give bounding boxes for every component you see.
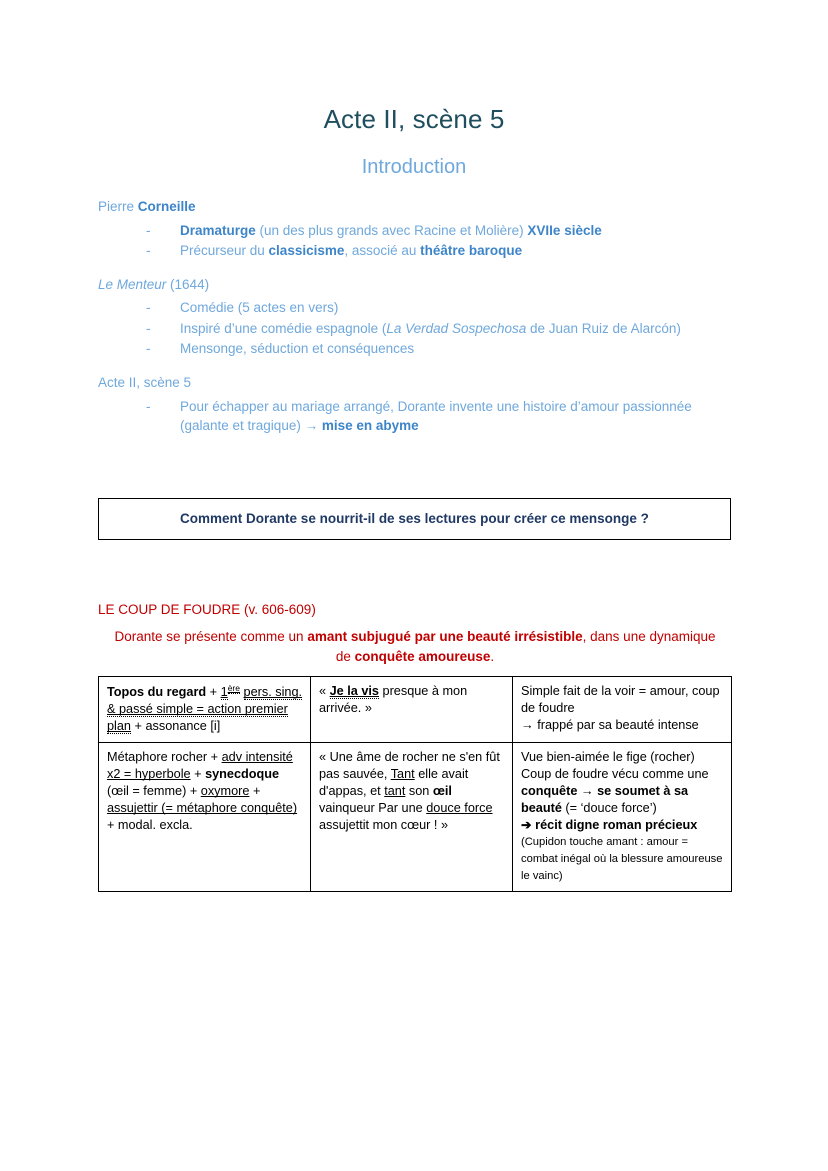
text-segment: ➔ récit digne roman précieux: [521, 817, 698, 832]
text-segment: adv intensité x2 = hyperbole: [107, 750, 293, 781]
text-segment: synecdoque: [205, 766, 280, 781]
work-bullet-list: [98, 298, 732, 359]
text-segment: œil: [432, 783, 452, 798]
text-segment: → frappé par sa beauté intense: [521, 717, 699, 732]
dash-bullet-icon: -: [146, 320, 151, 336]
author-bullet-list: [98, 221, 732, 261]
list-item: [146, 298, 732, 318]
text-segment: douce force: [426, 800, 493, 815]
page-title: Acte II, scène 5: [323, 104, 505, 134]
text-segment: Mensonge, séduction et conséquences: [180, 341, 415, 357]
work-year: (1644): [166, 276, 210, 292]
list-item: [146, 241, 732, 261]
text-segment: Tant: [390, 766, 415, 781]
analysis-table-wrapper: [0, 676, 828, 892]
text-segment: Topos du regard: [107, 685, 207, 700]
text-segment: +: [190, 766, 206, 781]
list-item: [146, 319, 732, 339]
text-segment: assujettit mon cœur ! »: [319, 817, 449, 832]
text-segment: conquête amoureuse: [354, 648, 491, 664]
text-segment: , dans une dynamique de: [335, 628, 716, 664]
list-item: [146, 221, 732, 241]
text-segment: (un des plus grands avec Racine et Molière): [255, 222, 528, 238]
text-segment: 1: [220, 685, 228, 700]
table-row: [99, 677, 732, 743]
cell-interpretation: [513, 743, 732, 892]
text-segment: + modal. excla.: [107, 817, 193, 832]
text-segment: «: [319, 684, 330, 699]
text-segment: Je la vis: [329, 684, 379, 699]
text-segment: Dorante se présente comme un: [114, 628, 308, 644]
scene-bullet-list: [98, 397, 732, 436]
text-segment: ère: [227, 683, 240, 694]
question-box-wrapper: [0, 498, 828, 540]
text-segment: vainqueur Par une: [319, 800, 427, 815]
text-segment: tant: [384, 783, 406, 798]
text-segment: Dramaturge: [180, 222, 256, 238]
text-segment: La Verdad Sospechosa: [386, 320, 527, 336]
cell-procedes: [99, 743, 311, 892]
author-heading: [98, 197, 732, 217]
text-segment: XVIIe siècle: [527, 222, 602, 238]
analysis-header-section: [0, 602, 828, 668]
introduction-section: [0, 197, 828, 436]
text-segment: (Cupidon touche amant : amour = combat inégal où la blessure amoureuse le vainc): [521, 836, 723, 883]
text-segment: (= ‘douce force’): [561, 800, 657, 815]
analysis-table: [98, 676, 732, 892]
dash-bullet-icon: -: [146, 300, 151, 316]
text-segment: théâtre baroque: [420, 243, 523, 259]
dash-bullet-icon: -: [146, 341, 151, 357]
analysis-summary: [98, 627, 732, 668]
guiding-question-box: Comment Dorante se nourrit-il de ses lectures pour créer ce mensonge ?: [98, 498, 731, 540]
text-segment: pers. sing. & passé simple = action premier plan: [107, 685, 303, 734]
text-segment: Vue bien-aimée le fige (rocher): [521, 750, 695, 765]
text-segment: presque à mon arrivée. »: [319, 684, 468, 716]
text-segment: son: [405, 783, 433, 798]
text-segment: Comédie (5 actes en vers): [180, 300, 339, 316]
text-segment: Métaphore rocher +: [107, 750, 222, 765]
list-item: [146, 339, 732, 359]
work-title-italic: Le Menteur: [98, 276, 167, 292]
text-segment: oxymore: [200, 783, 250, 798]
dash-bullet-icon: -: [146, 243, 151, 259]
text-segment: amant subjugué par une beauté irrésistible: [307, 628, 583, 644]
text-segment: mise en abyme: [321, 418, 419, 434]
text-segment: Coup de foudre vécu comme une: [521, 766, 709, 781]
analysis-section-title: LE COUP DE FOUDRE (v. 606-609): [98, 601, 316, 617]
dash-bullet-icon: -: [146, 222, 151, 238]
text-segment: assujettir (= métaphore conquête): [107, 800, 298, 815]
text-segment: Précurseur du: [180, 243, 269, 259]
text-segment: Simple fait de la voir = amour, coup de foudre: [521, 684, 720, 716]
list-item: [146, 397, 732, 436]
text-segment: .: [490, 648, 495, 664]
text-segment: +: [249, 783, 261, 798]
text-segment: +: [206, 685, 221, 700]
text-segment: [240, 685, 244, 699]
cell-procedes: [99, 677, 311, 743]
text-segment: « Une âme de rocher ne s'en fût pas sauvée,: [319, 750, 500, 781]
author-heading-plain: Pierre: [98, 199, 138, 214]
page-subtitle: Introduction: [361, 156, 467, 178]
text-segment: conquête → se soumet à sa beauté: [521, 783, 689, 815]
text-segment: de Juan Ruiz de Alarcón): [526, 320, 681, 336]
text-segment: Inspiré d’une comédie espagnole (: [180, 320, 387, 336]
text-segment: classicisme: [268, 243, 345, 259]
author-heading-bold: Corneille: [137, 199, 196, 214]
dash-bullet-icon: -: [146, 398, 151, 414]
work-heading: [98, 275, 732, 295]
text-segment: , associé au: [344, 243, 421, 259]
text-segment: + assonance [i]: [131, 719, 221, 734]
text-segment: elle avait d'appas, et: [319, 766, 469, 798]
cell-citation: [311, 677, 513, 743]
table-row: [99, 743, 732, 892]
scene-heading: Acte II, scène 5: [98, 374, 192, 390]
text-segment: (œil = femme) +: [107, 783, 201, 798]
cell-interpretation: [513, 677, 732, 743]
text-segment: Pour échapper au mariage arrangé, Dorante invente une histoire d’amour passionnée (galante et tragique) →: [180, 398, 692, 434]
cell-citation: [311, 743, 513, 892]
